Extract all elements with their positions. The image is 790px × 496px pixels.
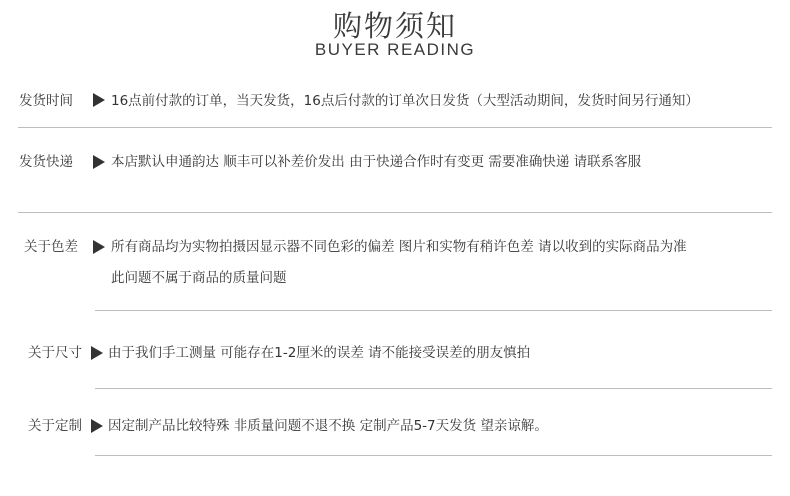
play-arrow-icon (91, 419, 103, 433)
notice-label: 关于尺寸 (28, 345, 82, 361)
notice-text: 由于我们手工测量 可能存在1-2厘米的误差 请不能接受误差的朋友慎拍 (108, 345, 531, 361)
notice-text-continued: 此问题不属于商品的质量问题 (111, 270, 287, 286)
notice-label: 发货快递 (19, 154, 73, 170)
notice-text: 16点前付款的订单，当天发货，16点后付款的订单次日发货（大型活动期间，发货时间另行通知） (111, 93, 699, 109)
play-arrow-icon (93, 240, 105, 254)
play-arrow-icon (93, 155, 105, 169)
play-arrow-icon (93, 93, 105, 107)
notice-text: 本店默认申通韵达 顺丰可以补差价发出 由于快递合作时有变更 需要准确快递 请联系客服 (111, 154, 642, 170)
notice-label: 发货时间 (19, 93, 73, 109)
notice-label: 关于定制 (28, 418, 82, 434)
notice-text: 所有商品均为实物拍摄因显示器不同色彩的偏差 图片和实物有稍许色差 请以收到的实际商品为准 (111, 239, 687, 255)
divider (18, 212, 772, 213)
page-title: 购物须知 (332, 9, 457, 43)
notice-text: 因定制产品比较特殊 非质量问题不退不换 定制产品5-7天发货 望亲谅解。 (108, 418, 548, 434)
divider (95, 310, 772, 311)
notice-label: 关于色差 (24, 239, 78, 255)
divider (18, 127, 772, 128)
divider (95, 388, 772, 389)
play-arrow-icon (91, 346, 103, 360)
divider (95, 455, 772, 456)
page-subtitle: BUYER READING (314, 40, 476, 59)
